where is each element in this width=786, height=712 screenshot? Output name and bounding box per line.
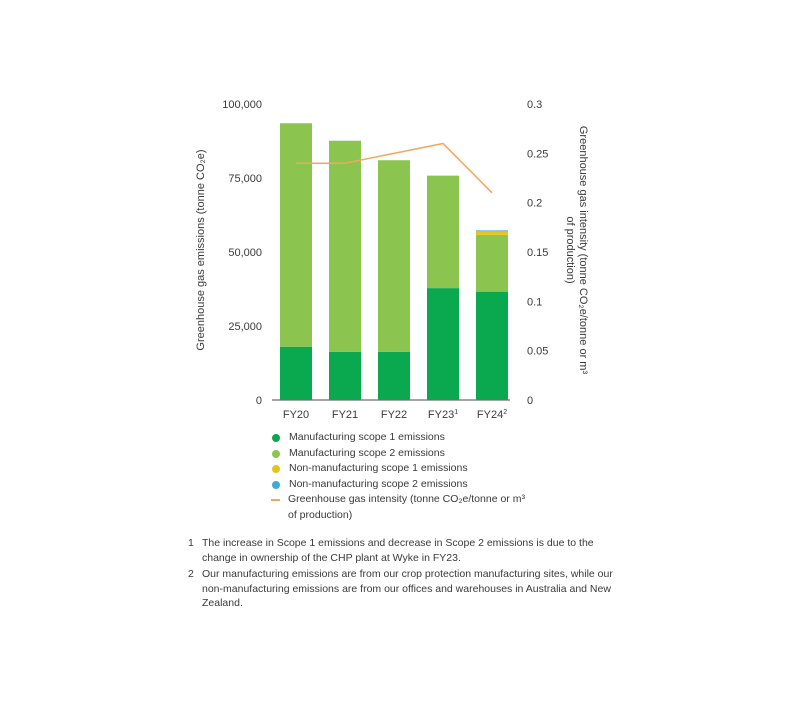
legend-label: Non-manufacturing scope 1 emissions bbox=[289, 462, 468, 474]
bar-segment-2 bbox=[427, 176, 459, 288]
left-axis-title: Greenhouse gas emissions (tonne CO₂e) bbox=[195, 149, 207, 351]
right-axis-ticks bbox=[527, 99, 548, 407]
bar-segment-3 bbox=[476, 231, 508, 235]
right-tick-label: 0.25 bbox=[527, 148, 549, 161]
left-tick-label: 0 bbox=[255, 395, 262, 407]
legend-dot-icon bbox=[272, 434, 280, 442]
right-axis-title-line2: of production) bbox=[564, 216, 576, 284]
legend-label: Non-manufacturing scope 2 emissions bbox=[289, 477, 468, 490]
right-tick-label: 0.3 bbox=[527, 99, 543, 111]
right-tick-label: 0 bbox=[527, 395, 534, 407]
right-tick-label: 0.2 bbox=[527, 197, 543, 210]
footnotes bbox=[188, 536, 618, 613]
left-tick-label: 75,000 bbox=[228, 173, 262, 185]
legend-dot-icon bbox=[272, 465, 280, 473]
bar-segment-1 bbox=[280, 347, 312, 400]
bar-segment-2 bbox=[378, 160, 410, 352]
footnote-1 bbox=[188, 536, 618, 565]
right-tick-label: 0.1 bbox=[527, 296, 543, 309]
left-tick-label: 50,000 bbox=[228, 247, 262, 259]
bar-segment-4 bbox=[476, 230, 508, 231]
legend-item-scope1 bbox=[270, 430, 610, 446]
left-tick-label: 100,000 bbox=[222, 99, 262, 111]
x-tick-label: FY20 bbox=[282, 409, 310, 421]
legend-line-icon bbox=[271, 499, 280, 501]
x-tick-label: $FY24^2$ bbox=[476, 409, 508, 421]
legend-label: Manufacturing scope 1 emissions bbox=[289, 431, 445, 443]
legend-dot-icon bbox=[272, 450, 280, 458]
bar-segment-2 bbox=[476, 235, 508, 292]
footnote-number: 2 bbox=[188, 568, 194, 580]
legend-item-intensity bbox=[270, 492, 610, 523]
x-tick-label: $FY23^1$ bbox=[427, 409, 459, 421]
x-tick-label: FY21 bbox=[331, 409, 359, 421]
bar-segment-1 bbox=[476, 292, 508, 400]
bar-segment-1 bbox=[329, 352, 361, 400]
left-tick-label: 25,000 bbox=[228, 321, 262, 333]
footnote-number: 1 bbox=[188, 537, 194, 549]
footnote-text: The increase in Scope 1 emissions and decrease in Scope 2 emissions is due to the change in ownership of the CHP plant at Wyke in FY23. bbox=[202, 537, 594, 564]
bar-segment-1 bbox=[378, 352, 410, 400]
left-axis-ticks bbox=[222, 99, 262, 407]
footnote-text: Our manufacturing emissions are from our crop protection manufacturing sites, while our non-manufacturing emissions are from our offices and warehouses in Australia and New Zealand. bbox=[202, 568, 613, 609]
x-tick-label: FY22 bbox=[380, 409, 408, 421]
legend-item-nonmfg-scope2 bbox=[270, 477, 610, 493]
footnote-2 bbox=[188, 567, 618, 611]
legend-item-scope2 bbox=[270, 446, 610, 462]
bar-segment-2 bbox=[329, 141, 361, 352]
legend-item-nonmfg-scope1 bbox=[270, 461, 610, 477]
bar-segment-2 bbox=[280, 123, 312, 346]
chart-legend bbox=[270, 430, 610, 523]
legend-dot-icon bbox=[272, 481, 280, 489]
right-tick-label: 0.05 bbox=[527, 345, 549, 358]
right-axis-title-line1: Greenhouse gas intensity (tonne CO₂e/tonne or m³ bbox=[577, 125, 589, 375]
right-tick-label: 0.15 bbox=[527, 247, 549, 259]
legend-label: Greenhouse gas intensity (tonne CO₂e/tonne or m³ of production) bbox=[288, 493, 525, 521]
x-axis-ticks bbox=[283, 409, 507, 421]
bar-segment-1 bbox=[427, 288, 459, 400]
bars-group bbox=[280, 123, 508, 400]
legend-label: Manufacturing scope 2 emissions bbox=[289, 446, 445, 459]
